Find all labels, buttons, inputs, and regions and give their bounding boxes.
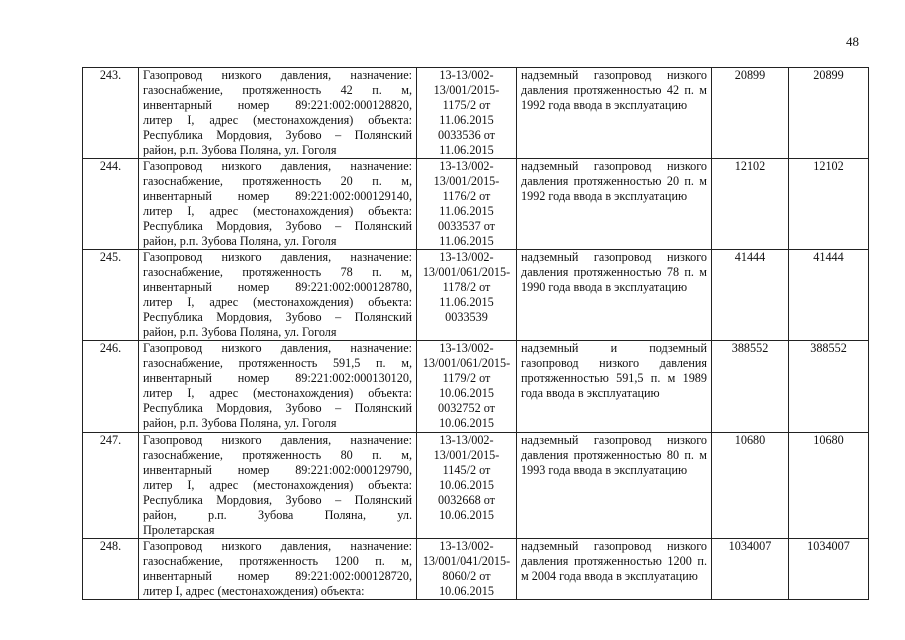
description-cell: надземный газопровод низкого давления протяженностью 20 п. м 1992 года ввода в эксплуатацию (517, 159, 712, 250)
object-name-cell (139, 341, 417, 433)
row-number: 248. (83, 539, 139, 600)
object-name-line: инвентарный номер 89:221:002:000129790, (143, 463, 412, 477)
object-name-line: Республика Мордовия, Зубово – Полянский (143, 401, 412, 415)
object-name-line: газоснабжение, протяженность 591,5 п. м, (143, 356, 412, 370)
registration-record-cell: 13-13/002- 13/001/061/2015- 1178/2 от 11.06.2015 0033539 (417, 250, 517, 341)
row-number: 245. (83, 250, 139, 341)
object-name-line: литер I, адрес (местонахождения) объекта: (143, 113, 412, 127)
object-name-cell (139, 539, 417, 600)
object-name-line: Газопровод низкого давления, назначение: (143, 250, 412, 264)
object-name-line: инвентарный номер 89:221:002:000129140, (143, 189, 412, 203)
description-cell: надземный газопровод низкого давления протяженностью 78 п. м 1990 года ввода в эксплуатацию (517, 250, 712, 341)
object-name-line: инвентарный номер 89:221:002:000128820, (143, 98, 412, 112)
object-name-line: литер I, адрес (местонахождения) объекта: (143, 204, 412, 218)
object-name-line: инвентарный номер 89:221:002:000128780, (143, 280, 412, 294)
object-name-line: литер I, адрес (местонахождения) объекта: (143, 386, 412, 400)
value-cell-1: 12102 (712, 159, 789, 250)
value-cell-1: 388552 (712, 341, 789, 433)
object-name-line: инвентарный номер 89:221:002:000128720, (143, 569, 412, 583)
property-registry-table (82, 67, 869, 600)
object-name-line: район, р.п. Зубова Поляна, ул. Гоголя (143, 234, 337, 248)
object-name-line: литер I, адрес (местонахождения) объекта: (143, 295, 412, 309)
description-cell: надземный газопровод низкого давления протяженностью 80 п. м 1993 года ввода в эксплуатацию (517, 433, 712, 539)
object-name-line: Газопровод низкого давления, назначение: (143, 159, 412, 173)
registration-record-cell: 13-13/002- 13/001/041/2015- 8060/2 от 10.06.2015 (417, 539, 517, 600)
value-cell-2: 20899 (789, 68, 869, 159)
object-name-line: Газопровод низкого давления, назначение: (143, 341, 412, 355)
value-cell-2: 41444 (789, 250, 869, 341)
object-name-line: газоснабжение, протяженность 80 п. м, (143, 448, 412, 462)
table-row (83, 539, 869, 600)
object-name-cell (139, 433, 417, 539)
value-cell-1: 20899 (712, 68, 789, 159)
description-cell: надземный и подземный газопровод низкого давления протяженностью 591,5 п. м 1989 года ввода в эксплуатацию (517, 341, 712, 433)
object-name-line: газоснабжение, протяженность 1200 п. м, (143, 554, 412, 568)
row-number: 243. (83, 68, 139, 159)
table-row (83, 159, 869, 250)
row-number: 247. (83, 433, 139, 539)
value-cell-2: 12102 (789, 159, 869, 250)
table-body (83, 68, 869, 600)
table-row (83, 68, 869, 159)
object-name-cell (139, 159, 417, 250)
object-name-line: Республика Мордовия, Зубово – Полянский (143, 310, 412, 324)
object-name-line: литер I, адрес (местонахождения) объекта: (143, 478, 412, 492)
value-cell-2: 10680 (789, 433, 869, 539)
row-number: 246. (83, 341, 139, 433)
object-name-line: Республика Мордовия, Зубово – Полянский (143, 493, 412, 507)
object-name-line: Газопровод низкого давления, назначение: (143, 433, 412, 447)
object-name-line: Республика Мордовия, Зубово – Полянский (143, 219, 412, 233)
registration-record-cell: 13-13/002- 13/001/2015- 1145/2 от 10.06.2015 0032668 от 10.06.2015 (417, 433, 517, 539)
value-cell-1: 10680 (712, 433, 789, 539)
object-name-cell (139, 250, 417, 341)
object-name-line: Республика Мордовия, Зубово – Полянский (143, 128, 412, 142)
row-number: 244. (83, 159, 139, 250)
value-cell-2: 1034007 (789, 539, 869, 600)
object-name-line: район, р.п. Зубова Поляна, ул. Гоголя (143, 416, 337, 430)
object-name-line: Газопровод низкого давления, назначение: (143, 539, 412, 553)
object-name-line: Газопровод низкого давления, назначение: (143, 68, 412, 82)
object-name-line: инвентарный номер 89:221:002:000130120, (143, 371, 412, 385)
registration-record-cell: 13-13/002- 13/001/2015- 1176/2 от 11.06.2015 0033537 от 11.06.2015 (417, 159, 517, 250)
page-number: 48 (846, 34, 859, 49)
value-cell-1: 1034007 (712, 539, 789, 600)
object-name-line: район, р.п. Зубова Поляна, ул. Гоголя (143, 325, 337, 339)
value-cell-1: 41444 (712, 250, 789, 341)
description-cell: надземный газопровод низкого давления протяженностью 42 п. м 1992 года ввода в эксплуатацию (517, 68, 712, 159)
value-cell-2: 388552 (789, 341, 869, 433)
registration-record-cell: 13-13/002- 13/001/061/2015- 1179/2 от 10.06.2015 0032752 от 10.06.2015 (417, 341, 517, 433)
registration-record-cell: 13-13/002- 13/001/2015- 1175/2 от 11.06.2015 0033536 от 11.06.2015 (417, 68, 517, 159)
table-row (83, 341, 869, 433)
object-name-line: Пролетарская (143, 523, 215, 537)
object-name-line: газоснабжение, протяженность 42 п. м, (143, 83, 412, 97)
table-row (83, 433, 869, 539)
table-row (83, 250, 869, 341)
description-cell: надземный газопровод низкого давления протяженностью 1200 п. м 2004 года ввода в эксплуатацию (517, 539, 712, 600)
object-name-line: район, р.п. Зубова Поляна, ул. (143, 508, 412, 522)
object-name-line: район, р.п. Зубова Поляна, ул. Гоголя (143, 143, 337, 157)
object-name-line: газоснабжение, протяженность 78 п. м, (143, 265, 412, 279)
object-name-line: литер I, адрес (местонахождения) объекта: (143, 584, 365, 598)
object-name-cell (139, 68, 417, 159)
object-name-line: газоснабжение, протяженность 20 п. м, (143, 174, 412, 188)
